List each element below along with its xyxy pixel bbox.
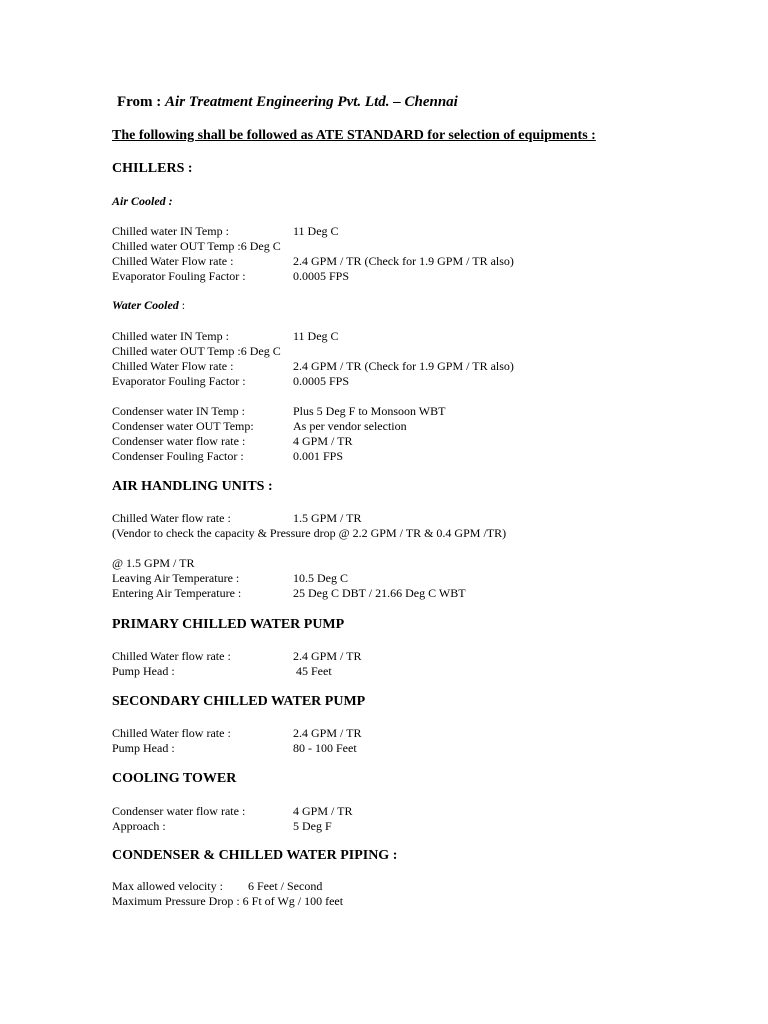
water-cooled-colon: : xyxy=(178,298,186,312)
air-cooled-label: Chilled water OUT Temp :6 Deg C xyxy=(112,239,281,253)
primary-pump-value: 2.4 GPM / TR xyxy=(293,649,362,663)
air-cooled-label: Chilled Water Flow rate : xyxy=(112,254,234,268)
air-cooled-value: 0.0005 FPS xyxy=(293,269,350,283)
water-cooled-label: Evaporator Fouling Factor : xyxy=(112,374,246,388)
ahu-value: 10.5 Deg C xyxy=(293,571,348,585)
secondary-pump-value: 2.4 GPM / TR xyxy=(293,726,362,740)
air-cooled-value: 11 Deg C xyxy=(293,224,339,238)
condenser-label: Condenser water flow rate : xyxy=(112,434,246,448)
cooling-tower-value: 4 GPM / TR xyxy=(293,804,353,818)
air-cooled-label: Evaporator Fouling Factor : xyxy=(112,269,246,283)
primary-pump-heading: PRIMARY CHILLED WATER PUMP xyxy=(112,617,345,632)
standard-statement: The following shall be followed as ATE STANDARD for selection of equipments : xyxy=(112,128,596,143)
ahu-at-rate: @ 1.5 GPM / TR xyxy=(112,556,195,570)
ahu-heading: AIR HANDLING UNITS : xyxy=(112,479,273,494)
condenser-label: Condenser water IN Temp : xyxy=(112,404,245,418)
air-cooled-label: Chilled water IN Temp : xyxy=(112,224,229,238)
condenser-value: Plus 5 Deg F to Monsoon WBT xyxy=(293,404,446,418)
piping-velocity-value: 6 Feet / Second xyxy=(248,879,323,893)
water-cooled-value: 11 Deg C xyxy=(293,329,339,343)
primary-pump-label: Pump Head : xyxy=(112,664,175,678)
primary-pump-label: Chilled Water flow rate : xyxy=(112,649,231,663)
from-label: From : xyxy=(117,94,162,110)
water-cooled-title: Water Cooled xyxy=(112,298,179,312)
water-cooled-label: Chilled water IN Temp : xyxy=(112,329,229,343)
water-cooled-value: 0.0005 FPS xyxy=(293,374,350,388)
ahu-label: Leaving Air Temperature : xyxy=(112,571,240,585)
chillers-heading: CHILLERS : xyxy=(112,161,193,176)
water-cooled-subheading xyxy=(112,299,185,311)
from-company: Air Treatment Engineering Pvt. Ltd. – Chennai xyxy=(165,94,458,110)
water-cooled-value: 2.4 GPM / TR (Check for 1.9 GPM / TR also) xyxy=(293,359,514,373)
condenser-label: Condenser Fouling Factor : xyxy=(112,449,244,463)
ahu-flow-value: 1.5 GPM / TR xyxy=(293,511,362,525)
piping-velocity-label: Max allowed velocity : xyxy=(112,879,223,893)
piping-heading: CONDENSER & CHILLED WATER PIPING : xyxy=(112,848,398,863)
ahu-vendor-note: (Vendor to check the capacity & Pressure drop @ 2.2 GPM / TR & 0.4 GPM /TR) xyxy=(112,526,507,540)
condenser-label: Condenser water OUT Temp: xyxy=(112,419,254,433)
condenser-value: 0.001 FPS xyxy=(293,449,344,463)
water-cooled-label: Chilled Water Flow rate : xyxy=(112,359,234,373)
cooling-tower-heading: COOLING TOWER xyxy=(112,771,237,786)
ahu-value: 25 Deg C DBT / 21.66 Deg C WBT xyxy=(293,586,466,600)
air-cooled-subheading: Air Cooled : xyxy=(112,194,173,208)
cooling-tower-value: 5 Deg F xyxy=(293,819,332,833)
secondary-pump-label: Chilled Water flow rate : xyxy=(112,726,231,740)
secondary-pump-label: Pump Head : xyxy=(112,741,175,755)
ahu-label: Entering Air Temperature : xyxy=(112,586,242,600)
air-cooled-value: 2.4 GPM / TR (Check for 1.9 GPM / TR also) xyxy=(293,254,514,268)
cooling-tower-label: Approach : xyxy=(112,819,166,833)
cooling-tower-label: Condenser water flow rate : xyxy=(112,804,246,818)
condenser-value: As per vendor selection xyxy=(293,419,407,433)
from-line xyxy=(117,95,458,110)
water-cooled-label: Chilled water OUT Temp :6 Deg C xyxy=(112,344,281,358)
secondary-pump-heading: SECONDARY CHILLED WATER PUMP xyxy=(112,694,366,709)
piping-pressure-line: Maximum Pressure Drop : 6 Ft of Wg / 100 feet xyxy=(112,894,344,908)
condenser-value: 4 GPM / TR xyxy=(293,434,353,448)
secondary-pump-value: 80 - 100 Feet xyxy=(293,741,357,755)
primary-pump-value: 45 Feet xyxy=(293,664,332,678)
ahu-flow-label: Chilled Water flow rate : xyxy=(112,511,231,525)
